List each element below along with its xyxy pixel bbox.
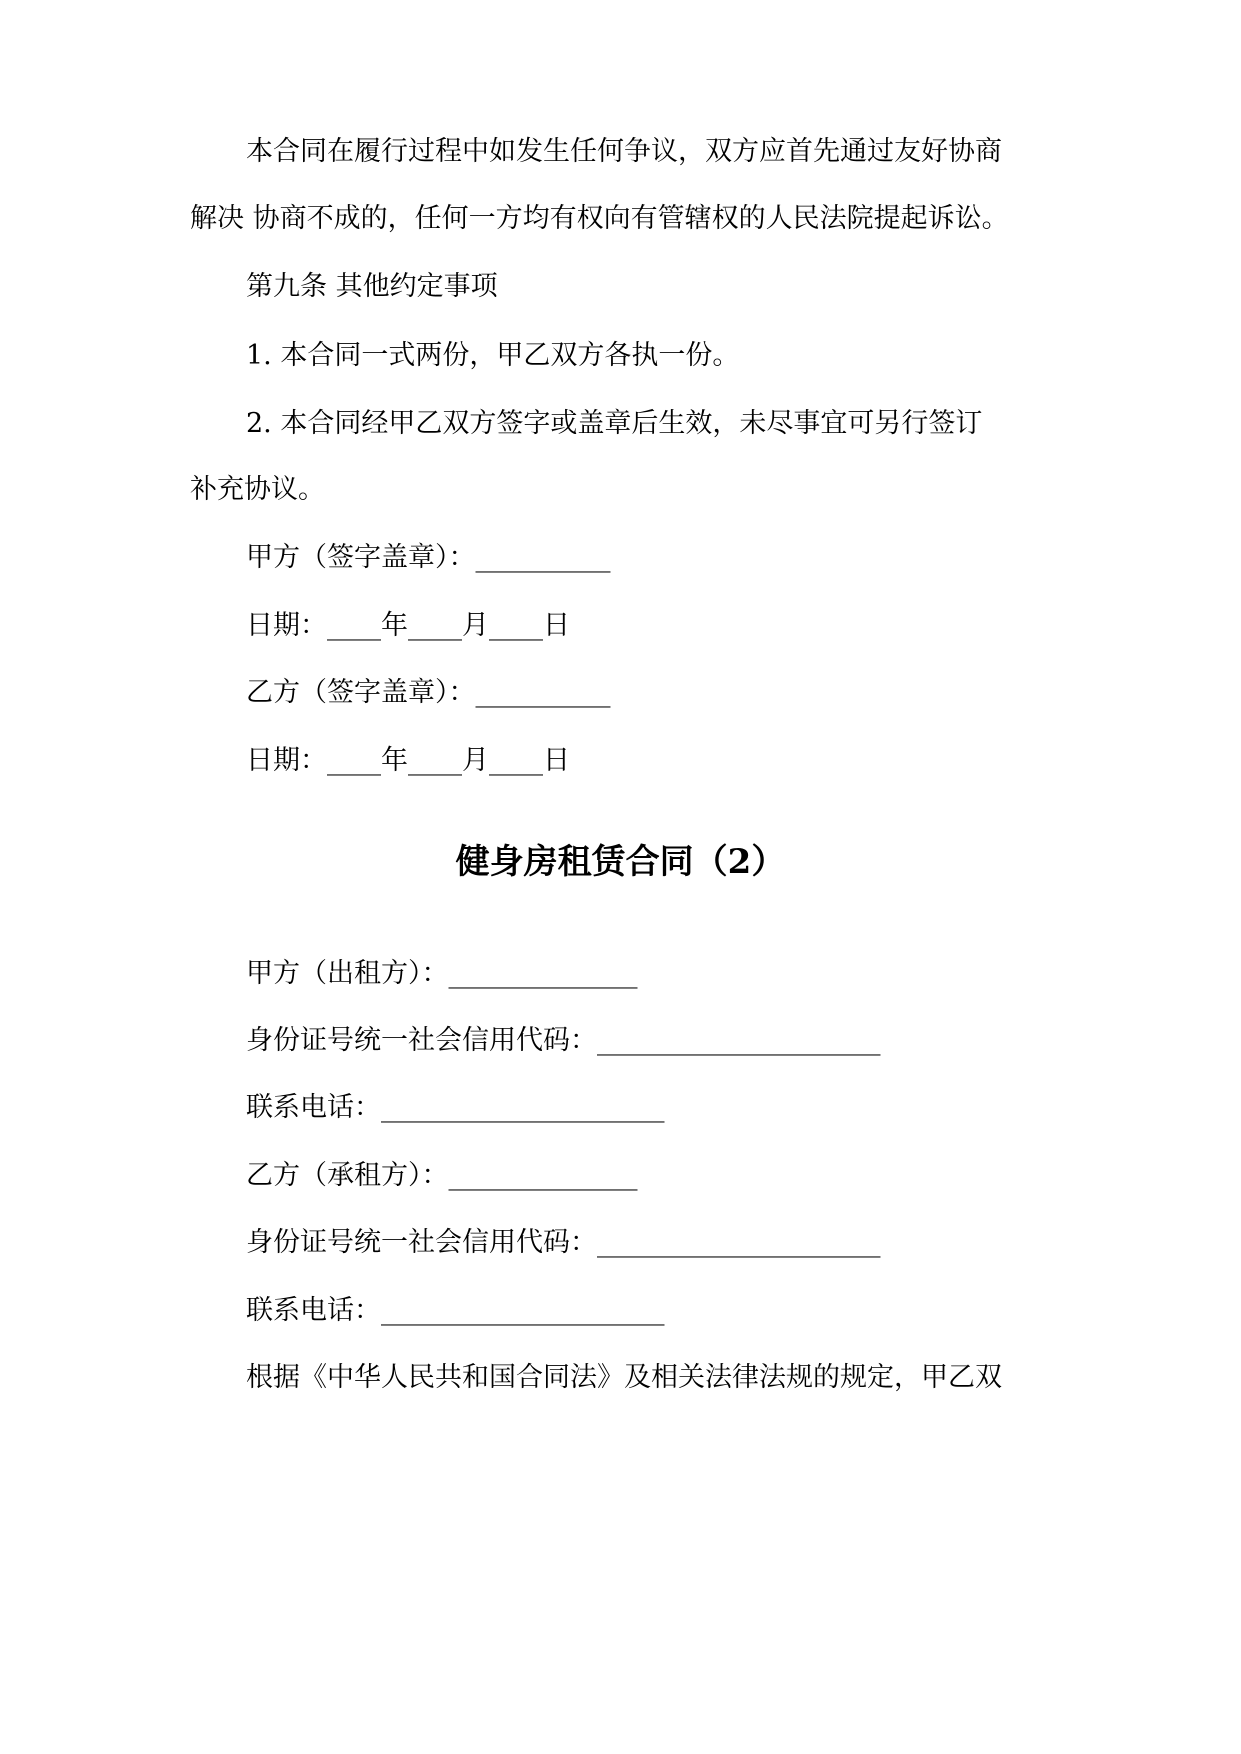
party-b-date-line: 日期：____年____月____日 [246, 745, 570, 776]
article-9-heading: 第九条 其他约定事项 [246, 271, 498, 302]
lessor-phone-line: 联系电话：_____________________ [246, 1092, 665, 1123]
lessor-line: 甲方（出租方）：______________ [246, 958, 638, 989]
party-a-signature-line: 甲方（签字盖章）：__________ [246, 542, 611, 573]
party-b-signature-line: 乙方（签字盖章）：__________ [246, 677, 611, 708]
contract-title: 健身房租赁合同（2） [455, 842, 786, 882]
lessor-id-line: 身份证号统一社会信用代码：_____________________ [246, 1025, 881, 1056]
dispute-paragraph-line-2: 解决 协商不成的，任何一方均有权向有管辖权的人民法院提起诉讼。 [190, 203, 1009, 234]
party-a-date-line: 日期：____年____月____日 [246, 610, 570, 641]
clause-item-2-line-1: 2. 本合同经甲乙双方签字或盖章后生效，未尽事宜可另行签订 [246, 408, 983, 439]
lessee-id-line: 身份证号统一社会信用代码：_____________________ [246, 1227, 881, 1258]
lessee-line: 乙方（承租方）：______________ [246, 1160, 638, 1191]
preamble-line-1: 根据《中华人民共和国合同法》及相关法律法规的规定，甲乙双 [246, 1362, 1002, 1393]
clause-item-1: 1. 本合同一式两份，甲乙双方各执一份。 [246, 340, 740, 371]
lessee-phone-line: 联系电话：_____________________ [246, 1295, 665, 1326]
dispute-paragraph-line-1: 本合同在履行过程中如发生任何争议，双方应首先通过友好协商 [246, 136, 1002, 167]
clause-item-2-line-2: 补充协议。 [190, 474, 325, 505]
